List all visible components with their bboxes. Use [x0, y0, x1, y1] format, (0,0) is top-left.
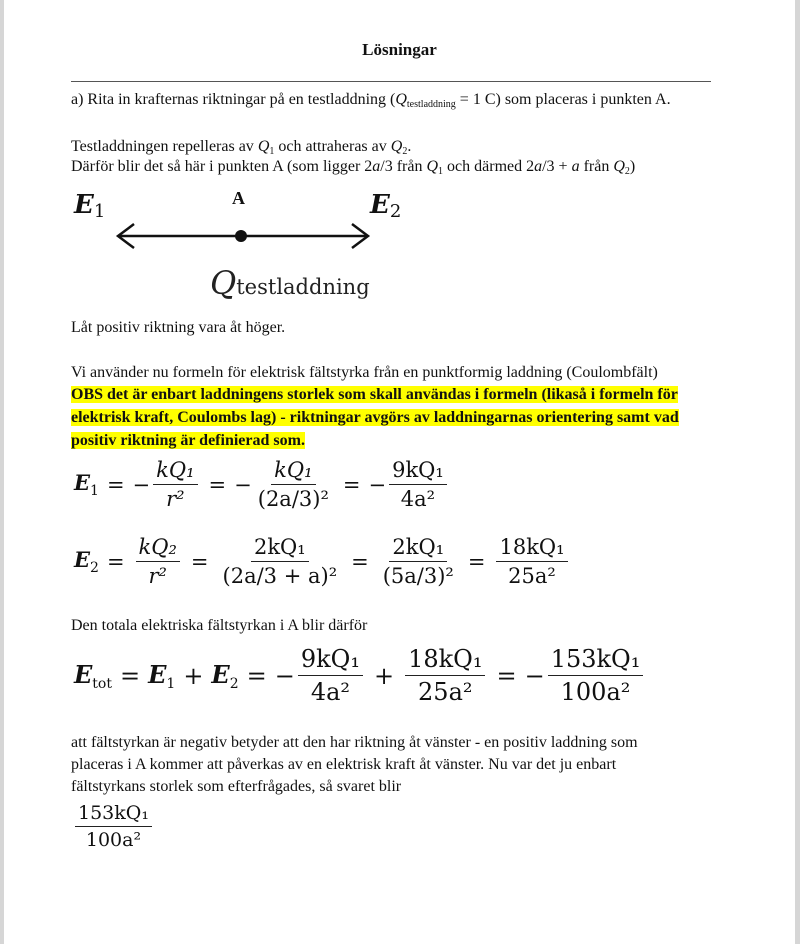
eq-lhs [74, 470, 99, 499]
numerator: 18kQ₁ [405, 645, 485, 676]
e2-term [211, 660, 238, 692]
paragraph-position [71, 157, 635, 181]
equals: = [106, 472, 125, 497]
e-symbol: E [370, 190, 390, 220]
equals: = [190, 549, 209, 574]
numerator: 2kQ₁ [251, 535, 309, 562]
fraction [153, 458, 197, 511]
q-sub: 2 [402, 146, 408, 157]
numerator: 9kQ₁ [389, 458, 447, 485]
fraction [548, 645, 644, 706]
question-prefix: a) Rita in krafternas riktningar på en testladdning ( [71, 91, 396, 108]
total-intro: Den totala elektriska fältstyrkan i A blir därför [71, 617, 368, 634]
e-symbol: E [211, 659, 230, 689]
equals: = [208, 472, 227, 497]
q-symbol: Q [257, 138, 270, 155]
e1-label [74, 190, 105, 222]
equals: = [351, 549, 369, 574]
text: Testladdningen repelleras av [71, 138, 258, 155]
equals: = [342, 472, 361, 497]
e-symbol: E [74, 659, 93, 689]
fraction [255, 458, 332, 511]
conclusion-line2: placeras i A kommer att påverkas av en elektrisk kraft åt vänster. Nu var det ju enbart [71, 756, 617, 773]
e-sub: 2 [389, 201, 402, 222]
e-symbol: E [148, 659, 167, 689]
plus: + [373, 661, 395, 690]
a-symbol: a [534, 158, 543, 175]
text: och attraheras av [274, 138, 391, 155]
numerator: 9kQ₁ [298, 645, 363, 676]
text: Därför blir det så här i punkten A (som ligger 2 [71, 158, 373, 175]
fraction [405, 645, 485, 706]
numerator: 153kQ₁ [75, 802, 152, 827]
question-symbol: Q [395, 91, 407, 108]
highlight-note-line1 [71, 385, 678, 404]
text: . [407, 138, 412, 155]
formula-intro: Vi använder nu formeln för elektrisk fältstyrka från en punktformig laddning (Coulombfält) [71, 364, 658, 381]
e-symbol: E [74, 470, 91, 495]
fraction [496, 535, 567, 588]
e-symbol: E [74, 547, 91, 572]
q-symbol: Q [426, 158, 439, 175]
equation-total [74, 645, 646, 706]
equals: = [496, 661, 517, 690]
document-page [4, 0, 795, 944]
question-a [71, 90, 671, 114]
e-sub: 1 [166, 675, 176, 692]
charge-symbol: Q [210, 264, 237, 302]
denominator: 25a² [508, 564, 556, 588]
final-answer [72, 802, 155, 851]
minus: − [524, 661, 545, 690]
denominator: 100a² [560, 678, 631, 706]
q-sub: 1 [269, 146, 275, 157]
q-symbol: Q [613, 158, 625, 175]
minus: − [368, 472, 387, 497]
text: från [579, 158, 614, 175]
equals: = [467, 549, 486, 574]
denominator: (2a/3)² [257, 487, 329, 511]
numerator: 2kQ₁ [389, 535, 447, 562]
equation-e1 [74, 458, 450, 511]
e-sub: 2 [229, 675, 239, 692]
minus: − [274, 661, 295, 690]
denominator: 4a² [400, 487, 436, 511]
e1-term [148, 660, 175, 692]
numerator: kQ₂ [136, 535, 180, 562]
plus: + [183, 661, 204, 690]
equals: = [119, 661, 141, 690]
e-sub: 1 [90, 483, 99, 499]
numerator: 18kQ₁ [496, 535, 567, 562]
fraction [298, 645, 363, 706]
text: /3 från [380, 158, 427, 175]
eq-lhs [74, 660, 112, 692]
fraction [220, 535, 341, 588]
highlight-note-line3 [71, 431, 305, 450]
denominator: r² [148, 564, 167, 588]
denominator: 4a² [310, 678, 351, 706]
numerator: kQ₁ [153, 458, 197, 485]
denominator: 25a² [418, 678, 473, 706]
charge-sub: testladdning [236, 275, 370, 299]
q-symbol: Q [390, 138, 403, 155]
denominator: 100a² [85, 829, 142, 851]
charge-label [210, 264, 370, 302]
equation-e2 [74, 535, 571, 588]
a-symbol: a [372, 158, 381, 175]
equals: = [106, 549, 125, 574]
page-title: Lösningar [362, 40, 437, 59]
fraction [389, 458, 447, 511]
question-suffix: = 1 C) som placeras i punkten A. [455, 91, 671, 108]
highlight-text: OBS det är enbart laddningens storlek som skall användas i formeln (likaså i formeln för [71, 386, 678, 403]
e-symbol: E [74, 190, 94, 220]
q-sub: 1 [438, 166, 444, 177]
highlight-note-line2 [71, 408, 679, 427]
conclusion-line1: att fältstyrkan är negativ betyder att den har riktning åt vänster - en positiv laddning som [71, 734, 638, 751]
eq-lhs [74, 547, 99, 576]
point-a-dot [235, 230, 247, 242]
e-sub: 2 [90, 560, 99, 576]
fraction [380, 535, 457, 588]
text: /3 + [542, 158, 572, 175]
highlight-text: elektrisk kraft, Coulombs lag) - riktningar avgörs av laddningarnas orientering samt vad [71, 409, 679, 426]
highlight-text: positiv riktning är definierad som. [71, 432, 305, 449]
e-sub: 1 [93, 201, 106, 222]
denominator: r² [166, 487, 185, 511]
a-symbol: a [571, 158, 580, 175]
minus: − [234, 472, 252, 497]
text: och därmed 2 [443, 158, 535, 175]
denominator: (5a/3)² [382, 564, 454, 588]
conclusion-line3: fältstyrkans storlek som efterfrågades, så svaret blir [71, 778, 402, 795]
numerator: 153kQ₁ [548, 645, 644, 676]
text: ) [629, 158, 636, 175]
equals: = [246, 661, 267, 690]
minus: − [132, 472, 151, 497]
fraction [75, 802, 152, 851]
field-arrows-diagram [104, 218, 384, 254]
title-divider [71, 81, 711, 82]
point-a-label: A [232, 188, 245, 208]
denominator: (2a/3 + a)² [222, 564, 338, 588]
question-subscript: testladdning [406, 99, 456, 110]
numerator: kQ₁ [271, 458, 315, 485]
e-sub: tot [92, 675, 112, 692]
positive-direction-text: Låt positiv riktning vara åt höger. [71, 319, 286, 336]
q-sub: 2 [624, 166, 630, 177]
fraction [136, 535, 180, 588]
